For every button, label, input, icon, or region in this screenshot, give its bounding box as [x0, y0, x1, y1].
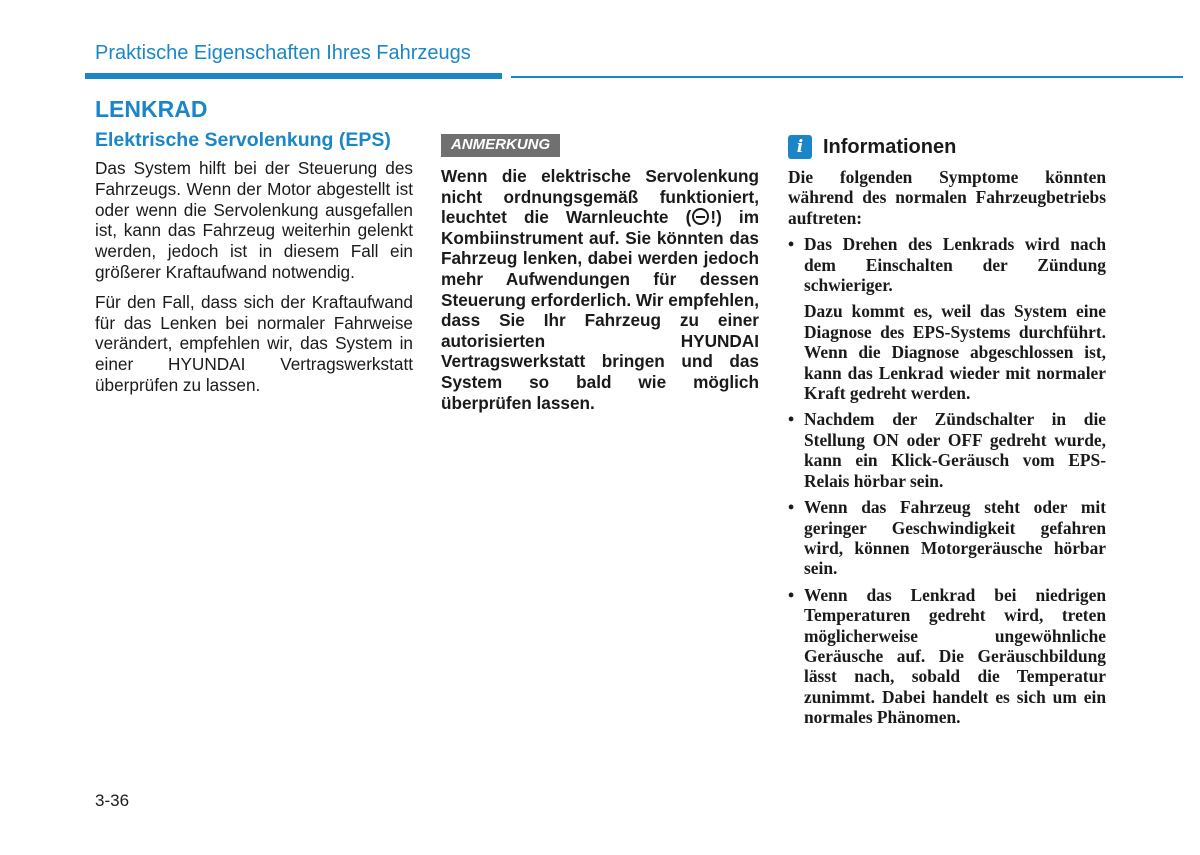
column-info — [788, 135, 1106, 734]
note-text-after: ) im Kombiinstrument auf. Sie könnten das Fahrzeug lenken, dabei werden jedoch mehr Aufwendungen für dessen Steuerung erforderlich. Wir empfehlen, dass Sie Ihr Fahrzeug zu einer autorisierten HYUNDAI Vertragswerkstatt bringen und das System so bald wie möglich überprüfen lassen. — [441, 207, 759, 413]
info-title: Informationen — [823, 135, 957, 158]
eps-paragraph-2: Für den Fall, dass sich der Kraftaufwand für das Lenken bei normaler Fahrweise verändert, empfehlen wir, das System in einer HYUNDAI Vertragswerkstatt überprüfen zu lassen. — [95, 291, 413, 395]
info-bullet-4: • Wenn das Lenkrad bei niedrigen Temperaturen gedreht wird, treten möglicherweise ungewöhnliche Geräusche auf. Die Geräuschbildung lässt nach, sobald die Temperatur zunimmt. Dabei handelt es sich um ein normales Phänomen. — [788, 585, 1106, 728]
column-eps — [95, 129, 413, 405]
info-intro: Die folgenden Symptome könnten während des normalen Fahrzeugbetriebs auftreten: — [788, 167, 1106, 228]
column-note — [441, 134, 759, 413]
info-bullet-2: • Nachdem der Zündschalter in die Stellung ON oder OFF gedreht wurde, kann ein Klick-Geräusch vom EPS-Relais hörbar sein. — [788, 409, 1106, 491]
eps-subheading: Elektrische Servolenkung (EPS) — [95, 129, 391, 151]
note-text — [441, 166, 759, 413]
eps-paragraph-1: Das System hilft bei der Steuerung des Fahrzeugs. Wenn der Motor abgestellt ist oder wenn die Servolenkung ausgefallen ist, kann das Fahrzeug weiterhin gelenkt werden, jedoch ist in diesem Fall ein größerer Kraftaufwand notwendig. — [95, 158, 413, 282]
note-label: ANMERKUNG — [441, 134, 560, 157]
info-bullet-3: • Wenn das Fahrzeug steht oder mit geringer Geschwindigkeit gefahren wird, können Motorgeräusche hörbar sein. — [788, 497, 1106, 579]
info-bullet-1: • Das Drehen des Lenkrads wird nach dem Einschalten der Zündung schwieriger. — [788, 234, 1106, 295]
info-bullet-1-continuation: Dazu kommt es, weil das System eine Diagnose des EPS-Systems durchführt. Wenn die Diagnose abgeschlossen ist, kann das Lenkrad wieder mit normaler Kraft gedreht werden. — [804, 301, 1106, 404]
header-title: Praktische Eigenschaften Ihres Fahrzeugs — [95, 42, 471, 64]
section-title: LENKRAD — [95, 96, 208, 122]
header-rule-thick — [85, 73, 502, 79]
note-text-before: Wenn die elektrische Servolenkung nicht ordnungsgemäß funktioniert, leuchtet die Warnleuchte ( — [441, 166, 759, 228]
page-number: 3-36 — [95, 791, 130, 810]
eps-warning-icon — [692, 208, 709, 225]
info-header — [788, 135, 1106, 159]
info-icon: i — [788, 135, 812, 159]
header-rule-thin — [511, 76, 1183, 78]
eps-warning-icon-mark: ! — [710, 207, 717, 228]
